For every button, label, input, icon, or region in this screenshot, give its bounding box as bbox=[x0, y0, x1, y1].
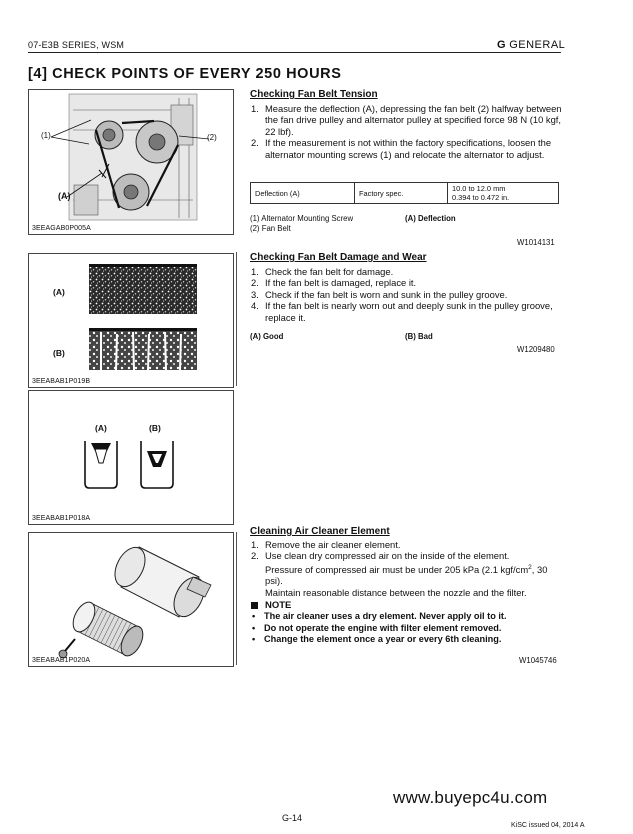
step-number: 2. bbox=[251, 137, 259, 149]
steps-list bbox=[250, 103, 562, 160]
note-list bbox=[250, 611, 564, 645]
step-text: Check if the fan belt is worn and sunk in the pulley groove. bbox=[265, 288, 508, 300]
step-text: Remove the air cleaner element. bbox=[265, 539, 401, 550]
note-header bbox=[250, 600, 564, 611]
figure-belt-section bbox=[28, 390, 234, 525]
step-number: 3. bbox=[251, 288, 259, 300]
step-text: Check the fan belt for damage. bbox=[265, 266, 394, 277]
figure-label-a: (A) bbox=[95, 423, 107, 433]
legend-item: (1) Alternator Mounting Screw bbox=[250, 214, 354, 223]
website-watermark[interactable]: www.buyepc4u.com bbox=[393, 788, 548, 807]
belt-damage-illustration bbox=[29, 254, 233, 387]
step-number: 1. bbox=[251, 539, 259, 550]
spec-value-mm: 10.0 to 12.0 mm bbox=[452, 184, 506, 193]
legend-bad: (B) Bad bbox=[405, 332, 433, 341]
figure-label-a: (A) bbox=[58, 191, 71, 201]
column-divider bbox=[236, 252, 237, 386]
note-item bbox=[250, 611, 564, 622]
figure-code: 3EEABAB1P018A bbox=[32, 515, 91, 522]
step-item bbox=[250, 103, 562, 137]
note-heading: NOTE bbox=[265, 600, 292, 612]
note-text: The air cleaner uses a dry element. Never apply oil to it. bbox=[264, 611, 507, 622]
section-fan-belt-tension bbox=[250, 89, 562, 160]
steps-list bbox=[250, 266, 562, 323]
figure-label-b: (B) bbox=[53, 348, 65, 358]
reference-code: W1209480 bbox=[517, 345, 555, 354]
header-section-title: GENERAL bbox=[509, 39, 566, 51]
figure-label-2: (2) bbox=[207, 133, 217, 142]
steps-list bbox=[250, 539, 564, 598]
header-section bbox=[497, 39, 565, 51]
spec-row bbox=[251, 183, 559, 204]
reference-code: W1045746 bbox=[519, 656, 557, 665]
section-heading: Checking Fan Belt Tension bbox=[250, 89, 378, 100]
step-text-distance: Maintain reasonable distance between the nozzle and the filter. bbox=[265, 586, 527, 598]
reference-code: W1014131 bbox=[517, 238, 555, 247]
air-cleaner-illustration bbox=[29, 533, 233, 666]
figure-label-1: (1) bbox=[41, 131, 51, 140]
section-heading: Checking Fan Belt Damage and Wear bbox=[250, 252, 427, 263]
step-item bbox=[250, 277, 562, 288]
note-text: Do not operate the engine with filter element removed. bbox=[264, 622, 502, 633]
header-section-letter: G bbox=[497, 39, 506, 51]
step-number: 1. bbox=[251, 103, 259, 114]
step-item bbox=[250, 266, 562, 277]
pressure-text: Pressure of compressed air must be under 205 kPa (2.1 kgf/cm bbox=[265, 563, 529, 575]
superscript: 2 bbox=[528, 563, 532, 571]
bullet-icon: • bbox=[252, 611, 256, 622]
section-heading: Cleaning Air Cleaner Element bbox=[250, 526, 390, 537]
section-air-cleaner bbox=[250, 526, 564, 645]
note-item bbox=[250, 634, 564, 645]
step-item bbox=[250, 289, 562, 300]
column-divider bbox=[236, 532, 237, 665]
legend-item: (2) Fan Belt bbox=[250, 224, 291, 233]
figure-code: 3EEAGAB0P005A bbox=[32, 225, 91, 232]
spec-item: Deflection (A) bbox=[251, 183, 355, 204]
spec-value-in: 0.394 to 0.472 in. bbox=[452, 193, 510, 202]
belt-section-illustration bbox=[29, 391, 233, 524]
step-number: 4. bbox=[251, 300, 259, 312]
engine-belt-illustration bbox=[29, 90, 233, 234]
step-text: Use clean dry compressed air on the inside of the element. bbox=[265, 550, 510, 562]
figure-engine-belt bbox=[28, 89, 234, 235]
header-rule bbox=[28, 52, 561, 53]
step-item bbox=[250, 550, 564, 598]
figure-label-b: (B) bbox=[149, 423, 161, 433]
spec-type: Factory spec. bbox=[355, 183, 448, 204]
step-text: Measure the deflection (A), depressing the fan belt (2) halfway between the fan drive pulley and alternator pulley at specified force 98 N (10 kgf, 22 lbf). bbox=[265, 103, 562, 137]
spec-table bbox=[250, 182, 559, 204]
header-series: 07-E3B SERIES, WSM bbox=[28, 40, 125, 50]
pressure-text-end: , 30 psi). bbox=[265, 563, 548, 587]
bullet-icon: • bbox=[252, 633, 256, 644]
step-number: 1. bbox=[251, 266, 259, 277]
page-number: G-14 bbox=[282, 813, 303, 823]
section-fan-belt-damage bbox=[250, 252, 562, 323]
issue-info: KiSC issued 04, 2014 A bbox=[511, 822, 585, 829]
figure-code: 3EEABAB1P019B bbox=[32, 378, 91, 385]
legend-good: (A) Good bbox=[250, 332, 284, 341]
step-text: If the measurement is not within the factory specifications, loosen the alternator mounting screws (1) and relocate the alternator to adjust. bbox=[265, 137, 552, 160]
step-item bbox=[250, 539, 564, 550]
page-title: [4] CHECK POINTS OF EVERY 250 HOURS bbox=[28, 66, 342, 82]
step-text: If the fan belt is damaged, replace it. bbox=[265, 277, 417, 289]
step-number: 2. bbox=[251, 277, 259, 289]
bullet-icon: • bbox=[252, 622, 256, 633]
note-item bbox=[250, 623, 564, 634]
step-text: If the fan belt is nearly worn out and deeply sunk in the pulley groove, replace it. bbox=[265, 300, 553, 323]
note-text: Change the element once a year or every 6th cleaning. bbox=[264, 633, 502, 644]
figure-label-a: (A) bbox=[53, 287, 65, 297]
step-text-pressure bbox=[265, 562, 564, 587]
note-square-icon bbox=[251, 602, 258, 609]
step-item bbox=[250, 300, 562, 323]
legend-item: (A) Deflection bbox=[405, 214, 456, 223]
figure-air-cleaner bbox=[28, 532, 234, 667]
step-item bbox=[250, 137, 562, 160]
step-number: 2. bbox=[251, 550, 259, 562]
figure-code: 3EEABAB1P020A bbox=[32, 657, 91, 664]
spec-value bbox=[448, 183, 559, 204]
figure-belt-damage bbox=[28, 253, 234, 388]
